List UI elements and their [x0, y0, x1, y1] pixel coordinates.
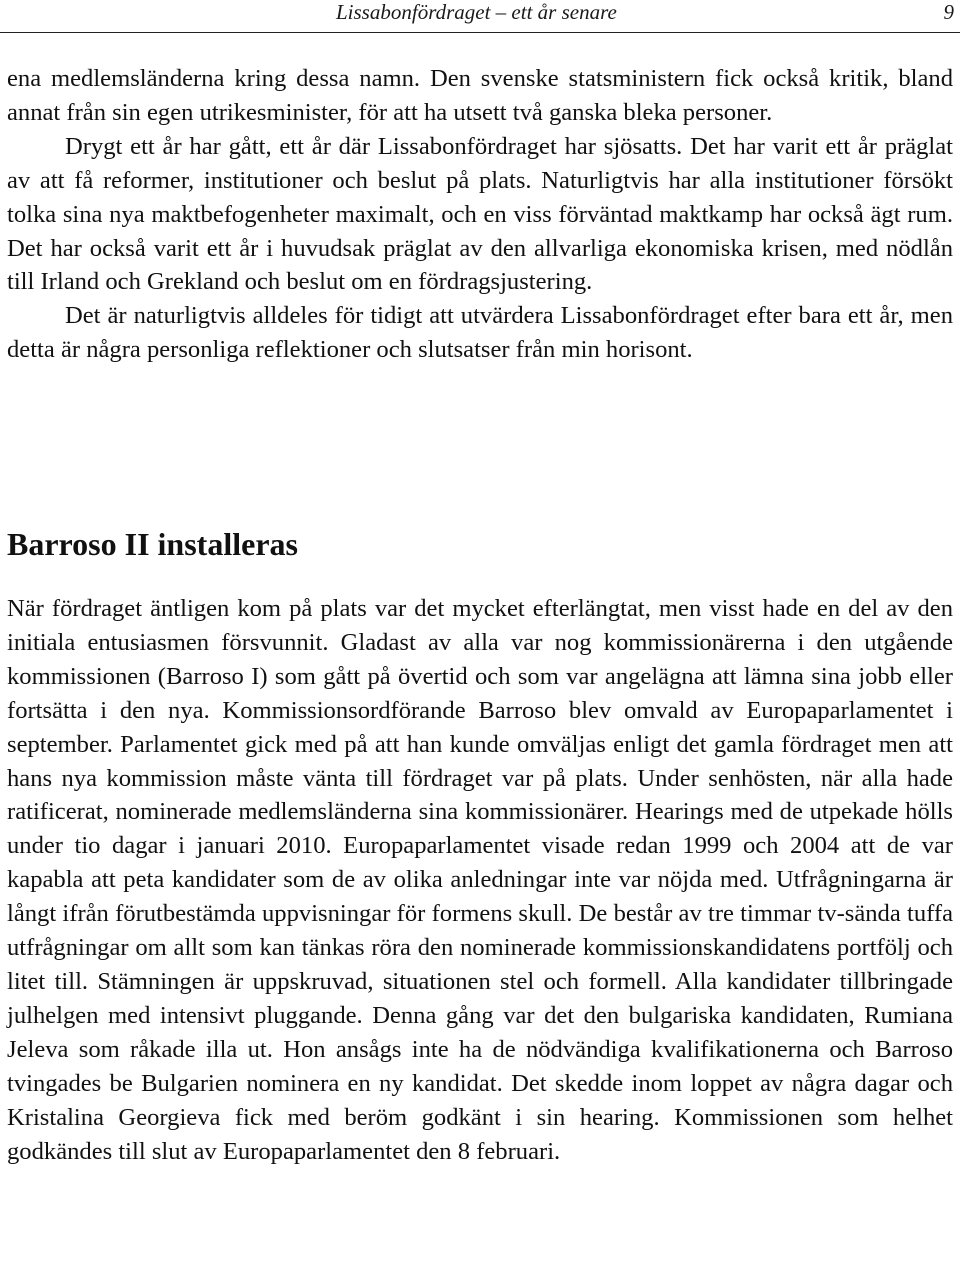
intro-paragraph-2: Drygt ett år har gått, ett år där Lissabonfördraget har sjösatts. Det har varit ett år präglat av att få reformer, institutioner och beslut på plats. Naturligtvis har alla institutioner försökt tolka sina nya maktbefogenheter maximalt, och en viss förväntad maktkamp har också ägt rum. Det har också varit ett år i huvudsak präglat av den allvarliga ekonomiska krisen, med nödlån till Irland och Grekland och beslut om en fördragsjustering.	[7, 132, 953, 296]
section-text	[7, 592, 953, 1168]
running-title: Lissabonfördraget – ett år senare	[336, 0, 617, 24]
section-heading: Barroso II installeras	[7, 526, 298, 562]
section-paragraph: När fördraget äntligen kom på plats var det mycket efterlängtat, men visst hade en del av den initiala entusiasmen försvunnit. Gladast av alla var nog kommissionärerna i den utgående kommissionen (Barroso I) som gått på övertid och som var angelägna att lämna sina jobb eller fortsätta i den nya. Kommissionsordförande Barroso blev omvald av Europaparlamentet i september. Parlamentet gick med på att han kunde omväljas enligt det gamla fördraget men att hans nya kommission måste vänta till fördraget var på plats. Under senhösten, när alla hade ratificerat, nominerade medlemsländerna sina kommissionärer. Hearings med de utpekade hölls under tio dagar i januari 2010. Europaparlamentet visade redan 1999 och 2004 att de var kapabla att peta kandidater som de av olika anledningar inte var nöjda med. Utfrågningarna är långt ifrån förutbestämda uppvisningar för formens skull. De består av tre timmar tv-sända tuffa utfrågningar om allt som kan tänkas röra den nominerade kommissionskandidatens portfölj och litet till. Stämningen är uppskruvad, situationen stel och formell. Alla kandidater tillbringade julhelgen med intensivt pluggande. Denna gång var det den bulgariska kandidaten, Rumiana Jeleva som råkade illa ut. Hon ansågs inte ha de nödvändiga kvalifikationerna och Barroso tvingades be Bulgarien nominera en ny kandidat. Det skedde inom loppet av några dagar och Kristalina Georgieva fick med beröm godkänt i sin hearing. Kommissionen som helhet godkändes till slut av Europaparlamentet den 8 februari.	[7, 595, 953, 1165]
page-number: 9	[943, 0, 954, 24]
intro-paragraph-3: Det är naturligtvis alldeles för tidigt att utvärdera Lissabonfördraget efter bara ett år, men detta är några personliga reflektioner och slutsatser från min horisont.	[7, 302, 953, 364]
running-header	[0, 0, 960, 33]
intro-paragraph-1: ena medlemsländerna kring dessa namn. Den svenske statsministern fick också kritik, bland annat från sin egen utrikesminister, för att ha utsett två ganska bleka personer.	[7, 65, 953, 126]
intro-text	[7, 62, 953, 367]
